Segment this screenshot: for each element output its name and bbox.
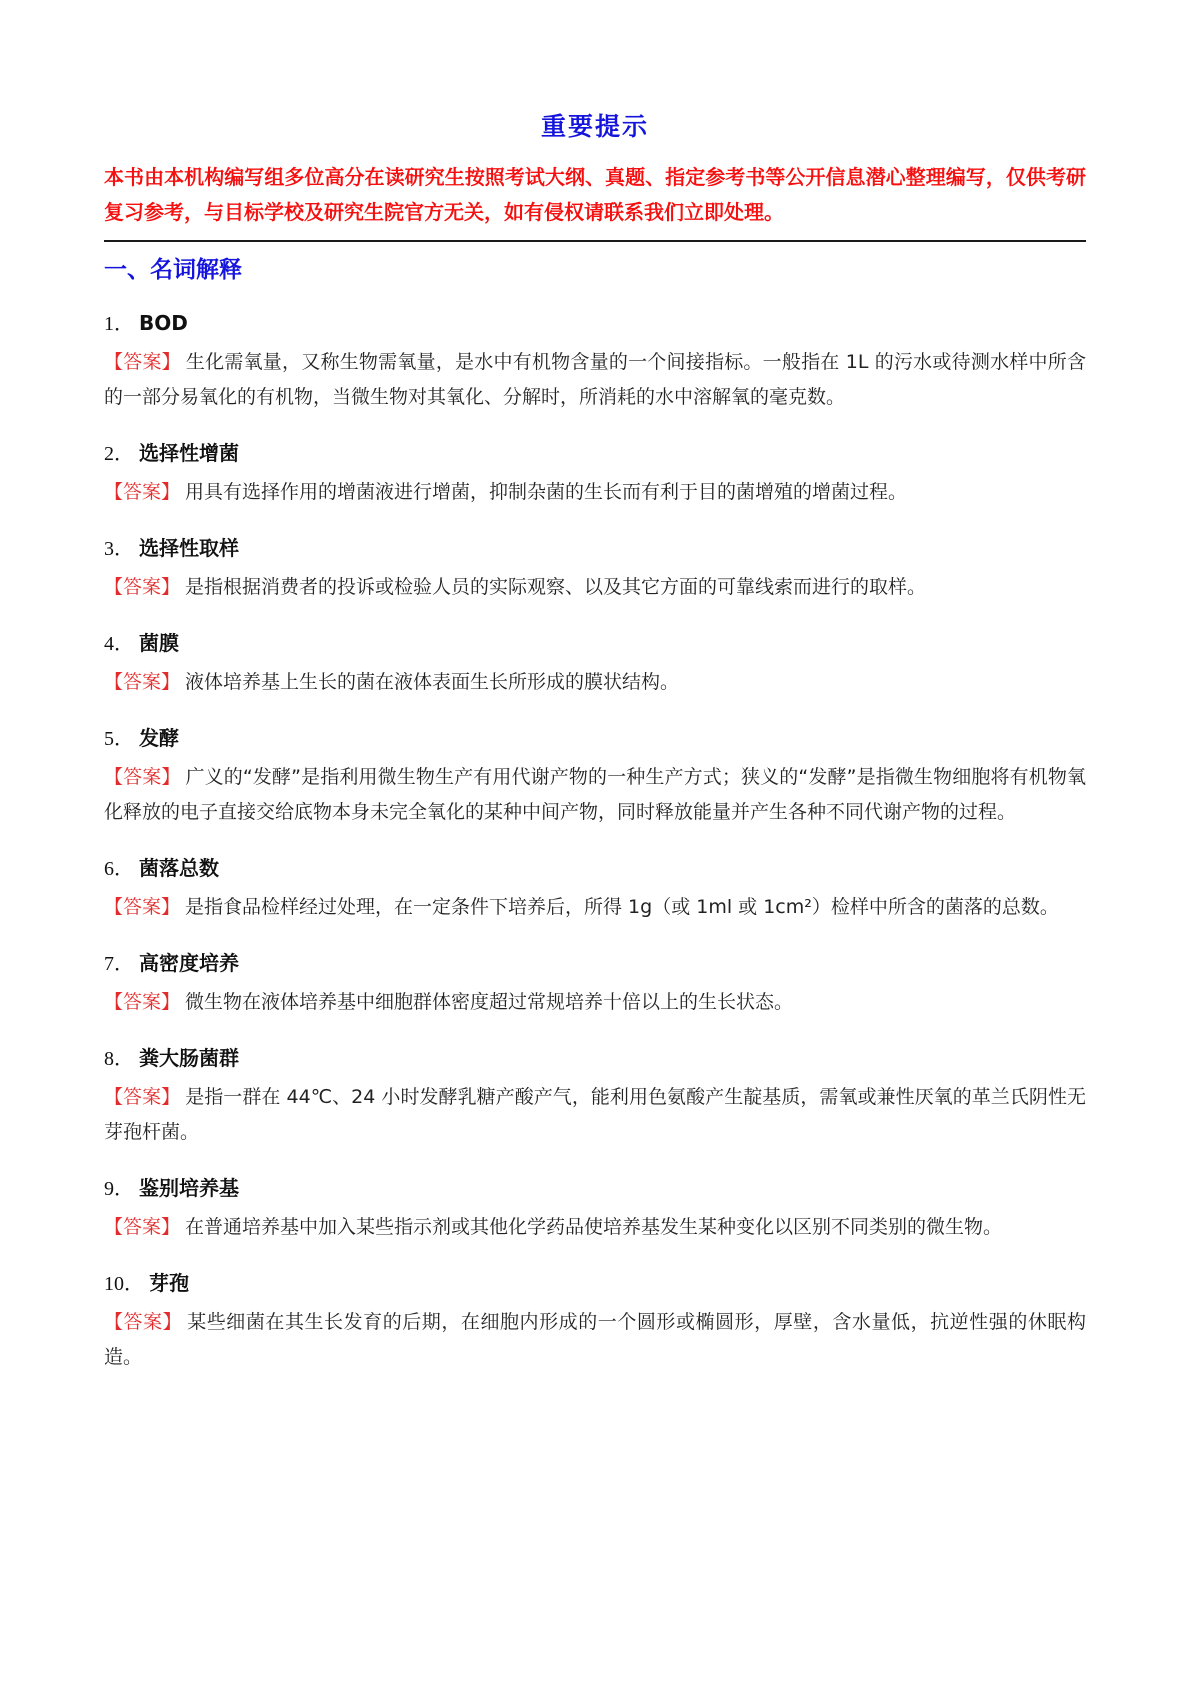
term-item [104,436,1086,510]
term-item [104,721,1086,830]
term-item [104,1171,1086,1245]
term-text: 发酵 [139,726,179,750]
term-heading [104,531,1086,566]
answer-text: 在普通培养基中加入某些指示剂或其他化学药品使培养基发生某种变化以区别不同类别的微生物。 [185,1216,1003,1238]
term-number: 8． [104,1048,134,1070]
term-text: 鉴别培养基 [139,1176,239,1200]
term-heading [104,721,1086,756]
term-answer [104,1210,1086,1245]
term-heading [104,1041,1086,1076]
answer-label: 【答案】 [104,1216,181,1238]
answer-label: 【答案】 [104,671,181,693]
term-item [104,531,1086,605]
term-item [104,1041,1086,1150]
term-item [104,851,1086,925]
answer-text: 某些细菌在其生长发育的后期，在细胞内形成的一个圆形或椭圆形，厚壁，含水量低，抗逆性强的休眠构造。 [104,1311,1086,1368]
term-answer [104,570,1086,605]
term-number: 4． [104,633,134,655]
term-answer [104,1080,1086,1150]
term-number: 3． [104,538,134,560]
answer-text: 广义的“发酵”是指利用微生物生产有用代谢产物的一种生产方式；狭义的“发酵”是指微生物细胞将有机物氧化释放的电子直接交给底物本身未完全氧化的某种中间产物，同时释放能量并产生各种不同代谢产物的过程。 [104,766,1086,823]
term-number: 10． [104,1273,144,1295]
answer-text: 是指食品检样经过处理，在一定条件下培养后，所得 1g（或 1ml 或 1cm²）检样中所含的菌落的总数。 [185,896,1059,918]
term-number: 5． [104,728,134,750]
term-answer [104,985,1086,1020]
answer-label: 【答案】 [104,991,181,1013]
term-heading [104,1266,1086,1301]
answer-text: 生化需氧量，又称生物需氧量，是水中有机物含量的一个间接指标。一般指在 1L 的污水或待测水样中所含的一部分易氧化的有机物，当微生物对其氧化、分解时，所消耗的水中溶解氧的毫克数。 [104,351,1086,408]
answer-text: 是指根据消费者的投诉或检验人员的实际观察、以及其它方面的可靠线索而进行的取样。 [185,576,927,598]
answer-label: 【答案】 [104,1311,183,1333]
term-text: 芽孢 [149,1271,189,1295]
term-text: 菌落总数 [139,856,219,880]
answer-text: 液体培养基上生长的菌在液体表面生长所形成的膜状结构。 [185,671,680,693]
term-number: 9． [104,1178,134,1200]
term-item [104,626,1086,700]
term-text: 粪大肠菌群 [139,1046,239,1070]
term-answer [104,665,1086,700]
answer-text: 微生物在液体培养基中细胞群体密度超过常规培养十倍以上的生长状态。 [185,991,794,1013]
term-heading [104,306,1086,341]
term-text: 选择性增菌 [139,441,239,465]
term-heading [104,946,1086,981]
term-text: 选择性取样 [139,536,239,560]
term-answer [104,760,1086,830]
copyright-notice: 本书由本机构编写组多位高分在读研究生按照考试大纲、真题、指定参考书等公开信息潜心整理编写，仅供考研复习参考，与目标学校及研究生院官方无关，如有侵权请联系我们立即处理。 [104,165,1086,224]
term-answer [104,1305,1086,1375]
term-number: 7． [104,953,134,975]
term-number: 6． [104,858,134,880]
page-title: 重要提示 [540,112,649,141]
term-item [104,306,1086,415]
answer-label: 【答案】 [104,1086,181,1108]
term-number: 2． [104,443,134,465]
answer-text: 用具有选择作用的增菌液进行增菌，抑制杂菌的生长而有利于目的菌增殖的增菌过程。 [185,481,908,503]
term-heading [104,626,1086,661]
notice-divider [104,240,1086,242]
answer-label: 【答案】 [104,351,181,373]
term-heading [104,851,1086,886]
answer-label: 【答案】 [104,766,181,788]
term-heading [104,1171,1086,1206]
term-text: BOD [139,311,188,335]
answer-text: 是指一群在 44℃、24 小时发酵乳糖产酸产气，能利用色氨酸产生靛基质，需氧或兼性厌氧的革兰氏阴性无芽孢杆菌。 [104,1086,1086,1143]
answer-label: 【答案】 [104,896,181,918]
term-number: 1． [104,313,134,335]
term-text: 高密度培养 [139,951,239,975]
term-item [104,946,1086,1020]
section-heading: 一、名词解释 [104,257,242,283]
answer-label: 【答案】 [104,576,181,598]
term-answer [104,475,1086,510]
term-answer [104,345,1086,415]
answer-label: 【答案】 [104,481,181,503]
term-heading [104,436,1086,471]
term-text: 菌膜 [139,631,179,655]
term-item [104,1266,1086,1375]
term-answer [104,890,1086,925]
